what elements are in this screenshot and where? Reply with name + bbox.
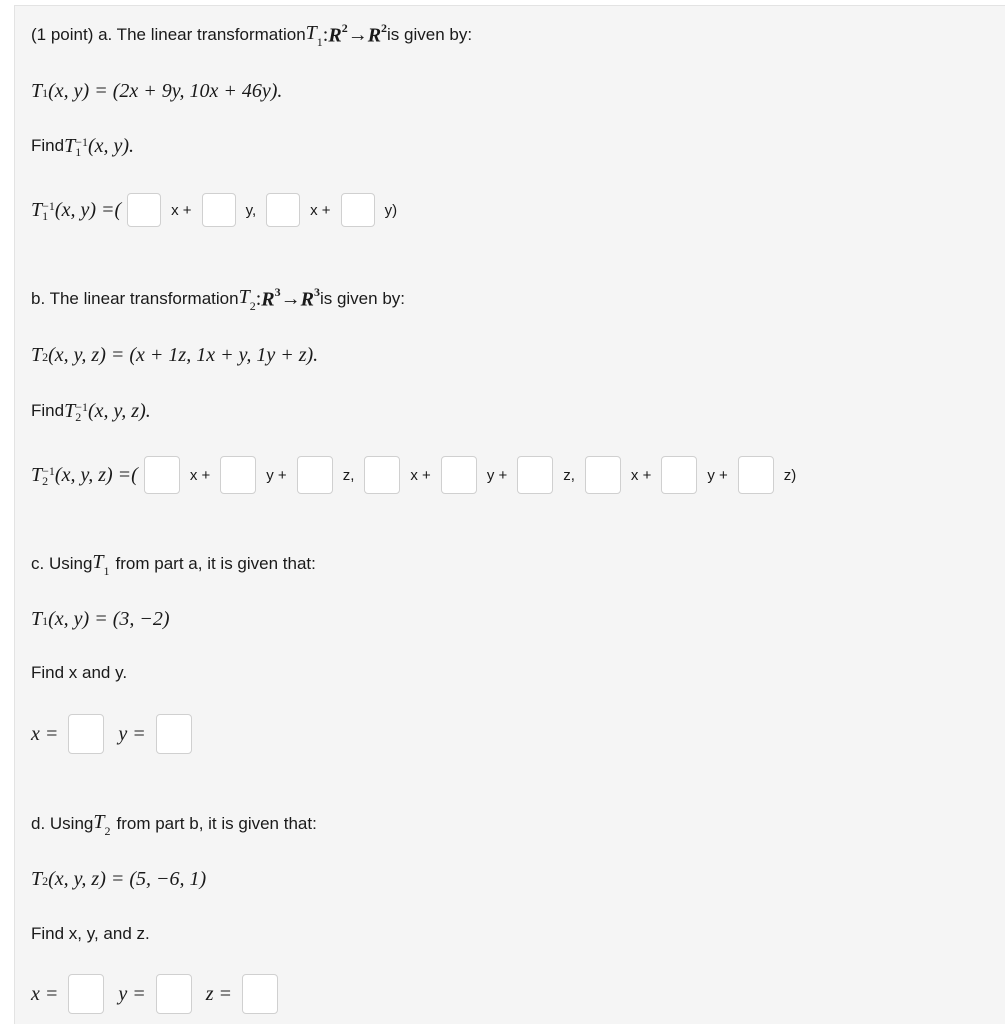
part-a-answer-T: T	[31, 198, 43, 221]
part-b-codomain: R	[300, 288, 314, 311]
part-b-label-7: x +	[630, 466, 652, 484]
part-c-prefix: c. Using	[31, 554, 93, 573]
part-a-def-T: T	[31, 79, 43, 102]
part-d-eq-sub: 2	[42, 873, 49, 888]
part-d-map: T	[93, 811, 105, 833]
part-a-find-label: Find	[31, 136, 65, 155]
part-a-input-1[interactable]	[127, 193, 161, 227]
part-a-label-1: x +	[171, 201, 192, 219]
part-b-map: T	[238, 286, 250, 308]
part-a-input-2[interactable]	[202, 193, 236, 227]
part-b-find-sub: 2	[75, 409, 82, 424]
part-c-eq-T: T	[31, 607, 43, 630]
part-b-input-9[interactable]	[738, 456, 774, 494]
part-d-x-label: x =	[31, 982, 59, 1005]
part-b-input-7[interactable]	[585, 456, 621, 494]
part-b-answer-T: T	[31, 463, 43, 486]
part-a-map-sub: 1	[316, 35, 323, 49]
part-c-equation	[31, 604, 170, 634]
part-d-eq-T: T	[31, 867, 43, 890]
part-a-answer-sup: −1	[42, 198, 55, 213]
part-b-map-sub: 2	[249, 299, 256, 313]
part-a-answer-sub: 1	[42, 208, 49, 223]
part-b-label-9: z)	[783, 466, 797, 484]
part-b-input-6[interactable]	[517, 456, 553, 494]
part-a-prefix: (1 point) a. The linear transformation	[31, 25, 306, 44]
part-b-answer-lhs: (x, y, z) =(	[54, 463, 138, 486]
part-d-equation	[31, 864, 206, 894]
part-c-x-input[interactable]	[68, 714, 104, 754]
part-c-x-label: x =	[31, 722, 59, 745]
part-a-label-3: x +	[310, 201, 331, 219]
part-b-find-sup: −1	[75, 399, 88, 414]
part-a-input-4[interactable]	[341, 193, 375, 227]
part-b-label-4: x +	[410, 466, 431, 484]
part-a-label-2: y,	[245, 201, 257, 219]
part-b-answer-row	[31, 456, 800, 494]
part-c-intro	[31, 549, 316, 579]
part-a-map: T	[305, 22, 317, 44]
part-b-answer-sup: −1	[42, 463, 55, 478]
part-b-domain: R	[261, 288, 275, 311]
part-d-eq-rhs: (x, y, z) = (5, −6, 1)	[48, 867, 207, 890]
part-b-definition	[31, 340, 318, 370]
part-b-prefix: b. The linear transformation	[31, 289, 239, 308]
part-b-def-sub: 2	[42, 349, 49, 364]
part-c-find-text: Find x and y.	[31, 663, 128, 682]
part-a-find-sup: −1	[75, 134, 88, 149]
part-b-def-rhs: (x, y, z) = (x + 1z, 1x + y, 1y + z).	[48, 343, 319, 366]
part-a-arrow: →	[347, 23, 368, 46]
problem-panel	[14, 5, 1005, 1024]
part-a-def-rhs: (x, y) = (2x + 9y, 10x + 46y).	[48, 79, 283, 102]
part-c-answer-row	[31, 714, 198, 754]
part-b-input-8[interactable]	[661, 456, 697, 494]
part-b-input-1[interactable]	[144, 456, 180, 494]
part-b-find	[31, 396, 151, 426]
part-d-prefix: d. Using	[31, 814, 94, 833]
part-d-suffix: from part b, it is given that:	[116, 814, 317, 833]
part-b-label-8: y +	[707, 466, 728, 484]
part-c-find	[31, 658, 127, 688]
part-b-input-5[interactable]	[441, 456, 477, 494]
part-a-label-4: y)	[384, 201, 398, 219]
part-b-label-2: y +	[266, 466, 287, 484]
part-d-x-input[interactable]	[68, 974, 104, 1014]
part-a-definition	[31, 76, 282, 106]
part-b-intro	[31, 284, 405, 314]
part-b-input-3[interactable]	[297, 456, 333, 494]
part-a-intro	[31, 20, 472, 50]
part-c-suffix: from part a, it is given that:	[115, 554, 316, 573]
part-b-def-T: T	[31, 343, 43, 366]
part-a-find-args: (x, y).	[87, 134, 135, 157]
part-a-codomain: R	[367, 24, 382, 47]
part-b-domain-sup: 3	[274, 284, 281, 299]
part-a-def-sub: 1	[42, 85, 49, 100]
part-d-map-sub: 2	[104, 824, 111, 838]
part-b-label-5: y +	[486, 466, 508, 484]
part-b-input-2[interactable]	[220, 456, 256, 494]
part-a-colon: :	[322, 23, 329, 46]
part-d-y-label: y =	[118, 982, 146, 1005]
part-c-eq-sub: 1	[42, 613, 49, 628]
part-d-z-input[interactable]	[242, 974, 278, 1014]
part-a-input-3[interactable]	[266, 193, 300, 227]
part-b-answer-sub: 2	[42, 473, 49, 488]
part-d-find	[31, 919, 150, 949]
part-d-find-text: Find x, y, and z.	[31, 924, 150, 943]
part-d-intro	[31, 809, 317, 839]
part-b-find-args: (x, y, z).	[87, 399, 151, 422]
part-a-domain-sup: 2	[341, 20, 348, 35]
part-a-codomain-sup: 2	[381, 20, 388, 35]
part-c-y-label: y =	[118, 722, 146, 745]
part-a-find	[31, 131, 134, 161]
part-d-z-label: z =	[205, 982, 233, 1005]
part-c-y-input[interactable]	[156, 714, 192, 754]
part-b-label-3: z,	[342, 466, 355, 484]
part-a-answer-row	[31, 192, 401, 228]
part-b-find-label: Find	[31, 401, 65, 420]
part-b-arrow: →	[280, 287, 301, 310]
part-c-eq-rhs: (x, y) = (3, −2)	[48, 607, 170, 630]
part-d-answer-row	[31, 974, 284, 1014]
part-b-find-T: T	[64, 399, 76, 422]
part-b-colon: :	[255, 287, 262, 310]
part-b-input-4[interactable]	[364, 456, 400, 494]
part-b-label-6: z,	[563, 466, 575, 484]
part-b-suffix: is given by:	[319, 289, 405, 308]
part-c-map-sub: 1	[103, 564, 110, 578]
part-a-find-sub: 1	[75, 144, 82, 159]
part-b-codomain-sup: 3	[313, 284, 320, 299]
part-d-y-input[interactable]	[156, 974, 192, 1014]
part-a-suffix: is given by:	[387, 25, 473, 44]
part-a-domain: R	[328, 24, 342, 47]
part-b-label-1: x +	[189, 466, 211, 484]
part-a-find-T: T	[64, 134, 76, 157]
part-c-map: T	[92, 551, 104, 573]
part-a-answer-lhs: (x, y) =(	[54, 198, 122, 221]
